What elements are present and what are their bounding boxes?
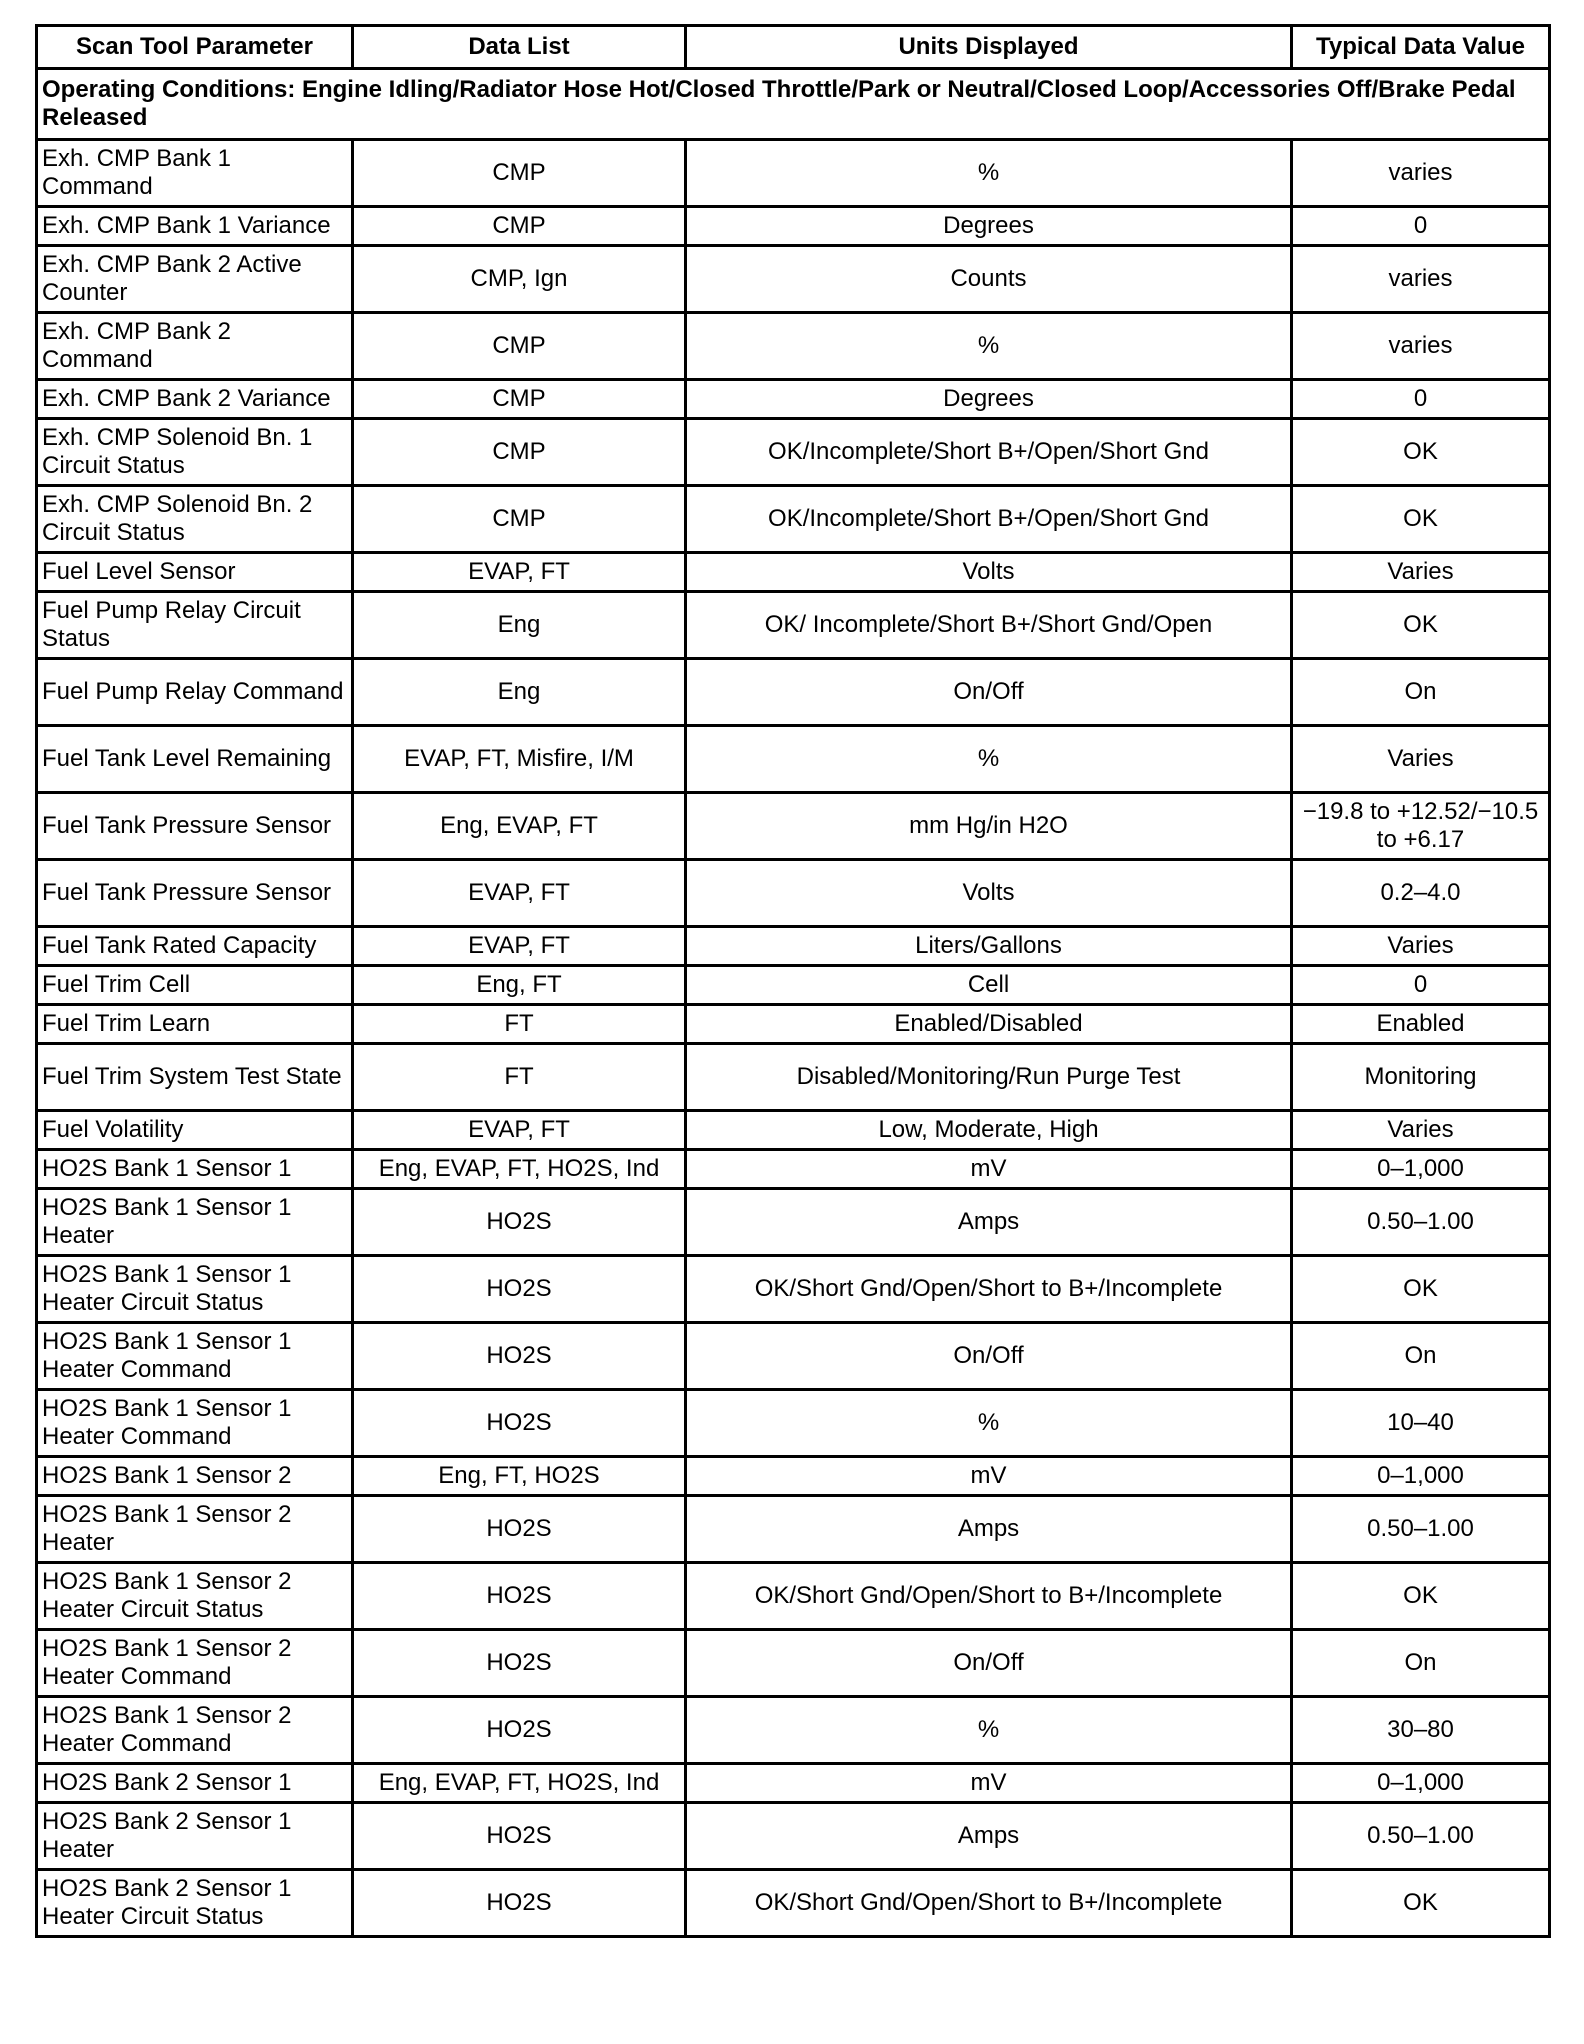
table-row: [37, 553, 1550, 592]
parameter-cell: HO2S Bank 1 Sensor 1 Heater Circuit Status: [37, 1256, 353, 1323]
table-row: [37, 1005, 1550, 1044]
data-list-cell: HO2S: [353, 1630, 686, 1697]
data-list-cell: HO2S: [353, 1563, 686, 1630]
units-cell: Amps: [686, 1496, 1292, 1563]
parameter-cell: HO2S Bank 1 Sensor 1 Heater Command: [37, 1390, 353, 1457]
table-row: [37, 1150, 1550, 1189]
typical-value-cell: Varies: [1292, 1111, 1550, 1150]
typical-value-cell: OK: [1292, 486, 1550, 553]
units-cell: mV: [686, 1457, 1292, 1496]
table-row: [37, 1870, 1550, 1937]
table-row: [37, 207, 1550, 246]
parameter-cell: Exh. CMP Bank 2 Active Counter: [37, 246, 353, 313]
parameter-cell: Exh. CMP Bank 2 Command: [37, 313, 353, 380]
data-list-cell: HO2S: [353, 1256, 686, 1323]
parameter-cell: Exh. CMP Solenoid Bn. 1 Circuit Status: [37, 419, 353, 486]
table-row: [37, 860, 1550, 927]
data-list-cell: CMP: [353, 380, 686, 419]
header-units-displayed: Units Displayed: [686, 26, 1292, 69]
units-cell: %: [686, 1697, 1292, 1764]
units-cell: Volts: [686, 553, 1292, 592]
data-list-cell: CMP: [353, 140, 686, 207]
operating-conditions: Operating Conditions: Engine Idling/Radiator Hose Hot/Closed Throttle/Park or Neutral/Closed Loop/Accessories Off/Brake Pedal Released: [37, 69, 1550, 140]
parameter-cell: Fuel Tank Pressure Sensor: [37, 793, 353, 860]
parameter-cell: Fuel Pump Relay Command: [37, 659, 353, 726]
parameter-cell: Fuel Trim Learn: [37, 1005, 353, 1044]
typical-value-cell: varies: [1292, 246, 1550, 313]
typical-value-cell: varies: [1292, 313, 1550, 380]
parameter-cell: HO2S Bank 1 Sensor 2 Heater: [37, 1496, 353, 1563]
data-list-cell: EVAP, FT: [353, 927, 686, 966]
units-cell: Degrees: [686, 207, 1292, 246]
units-cell: OK/Short Gnd/Open/Short to B+/Incomplete: [686, 1870, 1292, 1937]
units-cell: OK/Short Gnd/Open/Short to B+/Incomplete: [686, 1256, 1292, 1323]
units-cell: OK/ Incomplete/Short B+/Short Gnd/Open: [686, 592, 1292, 659]
typical-value-cell: OK: [1292, 1256, 1550, 1323]
table-header: [37, 26, 1550, 69]
data-list-cell: CMP: [353, 313, 686, 380]
typical-value-cell: 0.50–1.00: [1292, 1803, 1550, 1870]
parameter-cell: Exh. CMP Bank 2 Variance: [37, 380, 353, 419]
typical-value-cell: Varies: [1292, 927, 1550, 966]
parameter-cell: HO2S Bank 1 Sensor 2 Heater Circuit Status: [37, 1563, 353, 1630]
units-cell: %: [686, 140, 1292, 207]
table-row: [37, 1256, 1550, 1323]
table-row: [37, 313, 1550, 380]
units-cell: %: [686, 313, 1292, 380]
data-list-cell: HO2S: [353, 1870, 686, 1937]
units-cell: Disabled/Monitoring/Run Purge Test: [686, 1044, 1292, 1111]
typical-value-cell: 0–1,000: [1292, 1764, 1550, 1803]
data-list-cell: EVAP, FT: [353, 860, 686, 927]
table-row: [37, 380, 1550, 419]
parameter-cell: Fuel Trim Cell: [37, 966, 353, 1005]
table-row: [37, 966, 1550, 1005]
data-list-cell: CMP: [353, 419, 686, 486]
data-list-cell: CMP: [353, 207, 686, 246]
typical-value-cell: 0: [1292, 380, 1550, 419]
data-list-cell: CMP: [353, 486, 686, 553]
typical-value-cell: OK: [1292, 1563, 1550, 1630]
header-data-list: Data List: [353, 26, 686, 69]
units-cell: Amps: [686, 1189, 1292, 1256]
data-list-cell: HO2S: [353, 1803, 686, 1870]
data-list-cell: Eng, EVAP, FT, HO2S, Ind: [353, 1764, 686, 1803]
data-list-cell: Eng, EVAP, FT, HO2S, Ind: [353, 1150, 686, 1189]
units-cell: Liters/Gallons: [686, 927, 1292, 966]
typical-value-cell: 0–1,000: [1292, 1150, 1550, 1189]
parameter-cell: Exh. CMP Bank 1 Command: [37, 140, 353, 207]
table-row: [37, 927, 1550, 966]
table-row: [37, 726, 1550, 793]
data-list-cell: HO2S: [353, 1189, 686, 1256]
units-cell: OK/Short Gnd/Open/Short to B+/Incomplete: [686, 1563, 1292, 1630]
data-list-cell: EVAP, FT: [353, 1111, 686, 1150]
typical-value-cell: 0.50–1.00: [1292, 1496, 1550, 1563]
parameter-cell: HO2S Bank 1 Sensor 2 Heater Command: [37, 1630, 353, 1697]
typical-value-cell: OK: [1292, 1870, 1550, 1937]
parameter-cell: HO2S Bank 1 Sensor 1 Heater: [37, 1189, 353, 1256]
parameter-cell: Fuel Trim System Test State: [37, 1044, 353, 1111]
data-list-cell: EVAP, FT, Misfire, I/M: [353, 726, 686, 793]
parameter-cell: Fuel Tank Rated Capacity: [37, 927, 353, 966]
units-cell: Amps: [686, 1803, 1292, 1870]
table-row: [37, 1390, 1550, 1457]
table-row: [37, 793, 1550, 860]
table-row: [37, 486, 1550, 553]
units-cell: On/Off: [686, 659, 1292, 726]
table-row: [37, 1764, 1550, 1803]
units-cell: mm Hg/in H2O: [686, 793, 1292, 860]
units-cell: mV: [686, 1764, 1292, 1803]
data-list-cell: HO2S: [353, 1390, 686, 1457]
units-cell: On/Off: [686, 1630, 1292, 1697]
data-list-cell: Eng, FT, HO2S: [353, 1457, 686, 1496]
data-list-cell: HO2S: [353, 1496, 686, 1563]
table-row: [37, 1496, 1550, 1563]
units-cell: %: [686, 1390, 1292, 1457]
typical-value-cell: 0: [1292, 207, 1550, 246]
parameter-cell: HO2S Bank 2 Sensor 1 Heater: [37, 1803, 353, 1870]
table-row: [37, 659, 1550, 726]
typical-value-cell: −19.8 to +12.52/−10.5 to +6.17: [1292, 793, 1550, 860]
data-list-cell: FT: [353, 1044, 686, 1111]
units-cell: Counts: [686, 246, 1292, 313]
table-row: [37, 1563, 1550, 1630]
table-row: [37, 1111, 1550, 1150]
typical-value-cell: On: [1292, 659, 1550, 726]
parameter-cell: Exh. CMP Bank 1 Variance: [37, 207, 353, 246]
units-cell: Cell: [686, 966, 1292, 1005]
data-list-cell: Eng: [353, 659, 686, 726]
typical-value-cell: On: [1292, 1323, 1550, 1390]
parameter-cell: Fuel Pump Relay Circuit Status: [37, 592, 353, 659]
data-list-cell: Eng, EVAP, FT: [353, 793, 686, 860]
units-cell: Enabled/Disabled: [686, 1005, 1292, 1044]
table-row: [37, 1697, 1550, 1764]
parameter-cell: Fuel Tank Level Remaining: [37, 726, 353, 793]
typical-value-cell: OK: [1292, 592, 1550, 659]
units-cell: Degrees: [686, 380, 1292, 419]
typical-value-cell: varies: [1292, 140, 1550, 207]
data-list-cell: Eng: [353, 592, 686, 659]
parameter-cell: Fuel Tank Pressure Sensor: [37, 860, 353, 927]
units-cell: OK/Incomplete/Short B+/Open/Short Gnd: [686, 486, 1292, 553]
table-row: [37, 1189, 1550, 1256]
parameter-cell: HO2S Bank 1 Sensor 2 Heater Command: [37, 1697, 353, 1764]
parameter-cell: HO2S Bank 1 Sensor 1: [37, 1150, 353, 1189]
units-cell: Low, Moderate, High: [686, 1111, 1292, 1150]
typical-value-cell: OK: [1292, 419, 1550, 486]
table-row: [37, 246, 1550, 313]
parameter-cell: HO2S Bank 2 Sensor 1 Heater Circuit Status: [37, 1870, 353, 1937]
typical-value-cell: 0–1,000: [1292, 1457, 1550, 1496]
table-body: [37, 69, 1550, 1937]
typical-value-cell: Varies: [1292, 726, 1550, 793]
units-cell: OK/Incomplete/Short B+/Open/Short Gnd: [686, 419, 1292, 486]
parameter-cell: Fuel Volatility: [37, 1111, 353, 1150]
data-list-cell: EVAP, FT: [353, 553, 686, 592]
table-row: [37, 1457, 1550, 1496]
typical-value-cell: 0.50–1.00: [1292, 1189, 1550, 1256]
table-row: [37, 1044, 1550, 1111]
units-cell: mV: [686, 1150, 1292, 1189]
typical-value-cell: 10–40: [1292, 1390, 1550, 1457]
data-list-cell: FT: [353, 1005, 686, 1044]
table-row: [37, 140, 1550, 207]
parameter-cell: HO2S Bank 1 Sensor 2: [37, 1457, 353, 1496]
table-row: [37, 592, 1550, 659]
typical-value-cell: Monitoring: [1292, 1044, 1550, 1111]
parameter-cell: Fuel Level Sensor: [37, 553, 353, 592]
header-scan-tool-parameter: Scan Tool Parameter: [37, 26, 353, 69]
data-list-cell: Eng, FT: [353, 966, 686, 1005]
units-cell: On/Off: [686, 1323, 1292, 1390]
table-row: [37, 419, 1550, 486]
data-list-cell: CMP, Ign: [353, 246, 686, 313]
scan-tool-data-table: [35, 24, 1551, 1938]
table-row: [37, 1630, 1550, 1697]
typical-value-cell: Enabled: [1292, 1005, 1550, 1044]
header-typical-data-value: Typical Data Value: [1292, 26, 1550, 69]
typical-value-cell: Varies: [1292, 553, 1550, 592]
parameter-cell: Exh. CMP Solenoid Bn. 2 Circuit Status: [37, 486, 353, 553]
table-row: [37, 1803, 1550, 1870]
units-cell: %: [686, 726, 1292, 793]
units-cell: Volts: [686, 860, 1292, 927]
parameter-cell: HO2S Bank 1 Sensor 1 Heater Command: [37, 1323, 353, 1390]
typical-value-cell: 30–80: [1292, 1697, 1550, 1764]
data-list-cell: HO2S: [353, 1323, 686, 1390]
typical-value-cell: On: [1292, 1630, 1550, 1697]
data-list-cell: HO2S: [353, 1697, 686, 1764]
typical-value-cell: 0.2–4.0: [1292, 860, 1550, 927]
parameter-cell: HO2S Bank 2 Sensor 1: [37, 1764, 353, 1803]
table-row: [37, 1323, 1550, 1390]
typical-value-cell: 0: [1292, 966, 1550, 1005]
